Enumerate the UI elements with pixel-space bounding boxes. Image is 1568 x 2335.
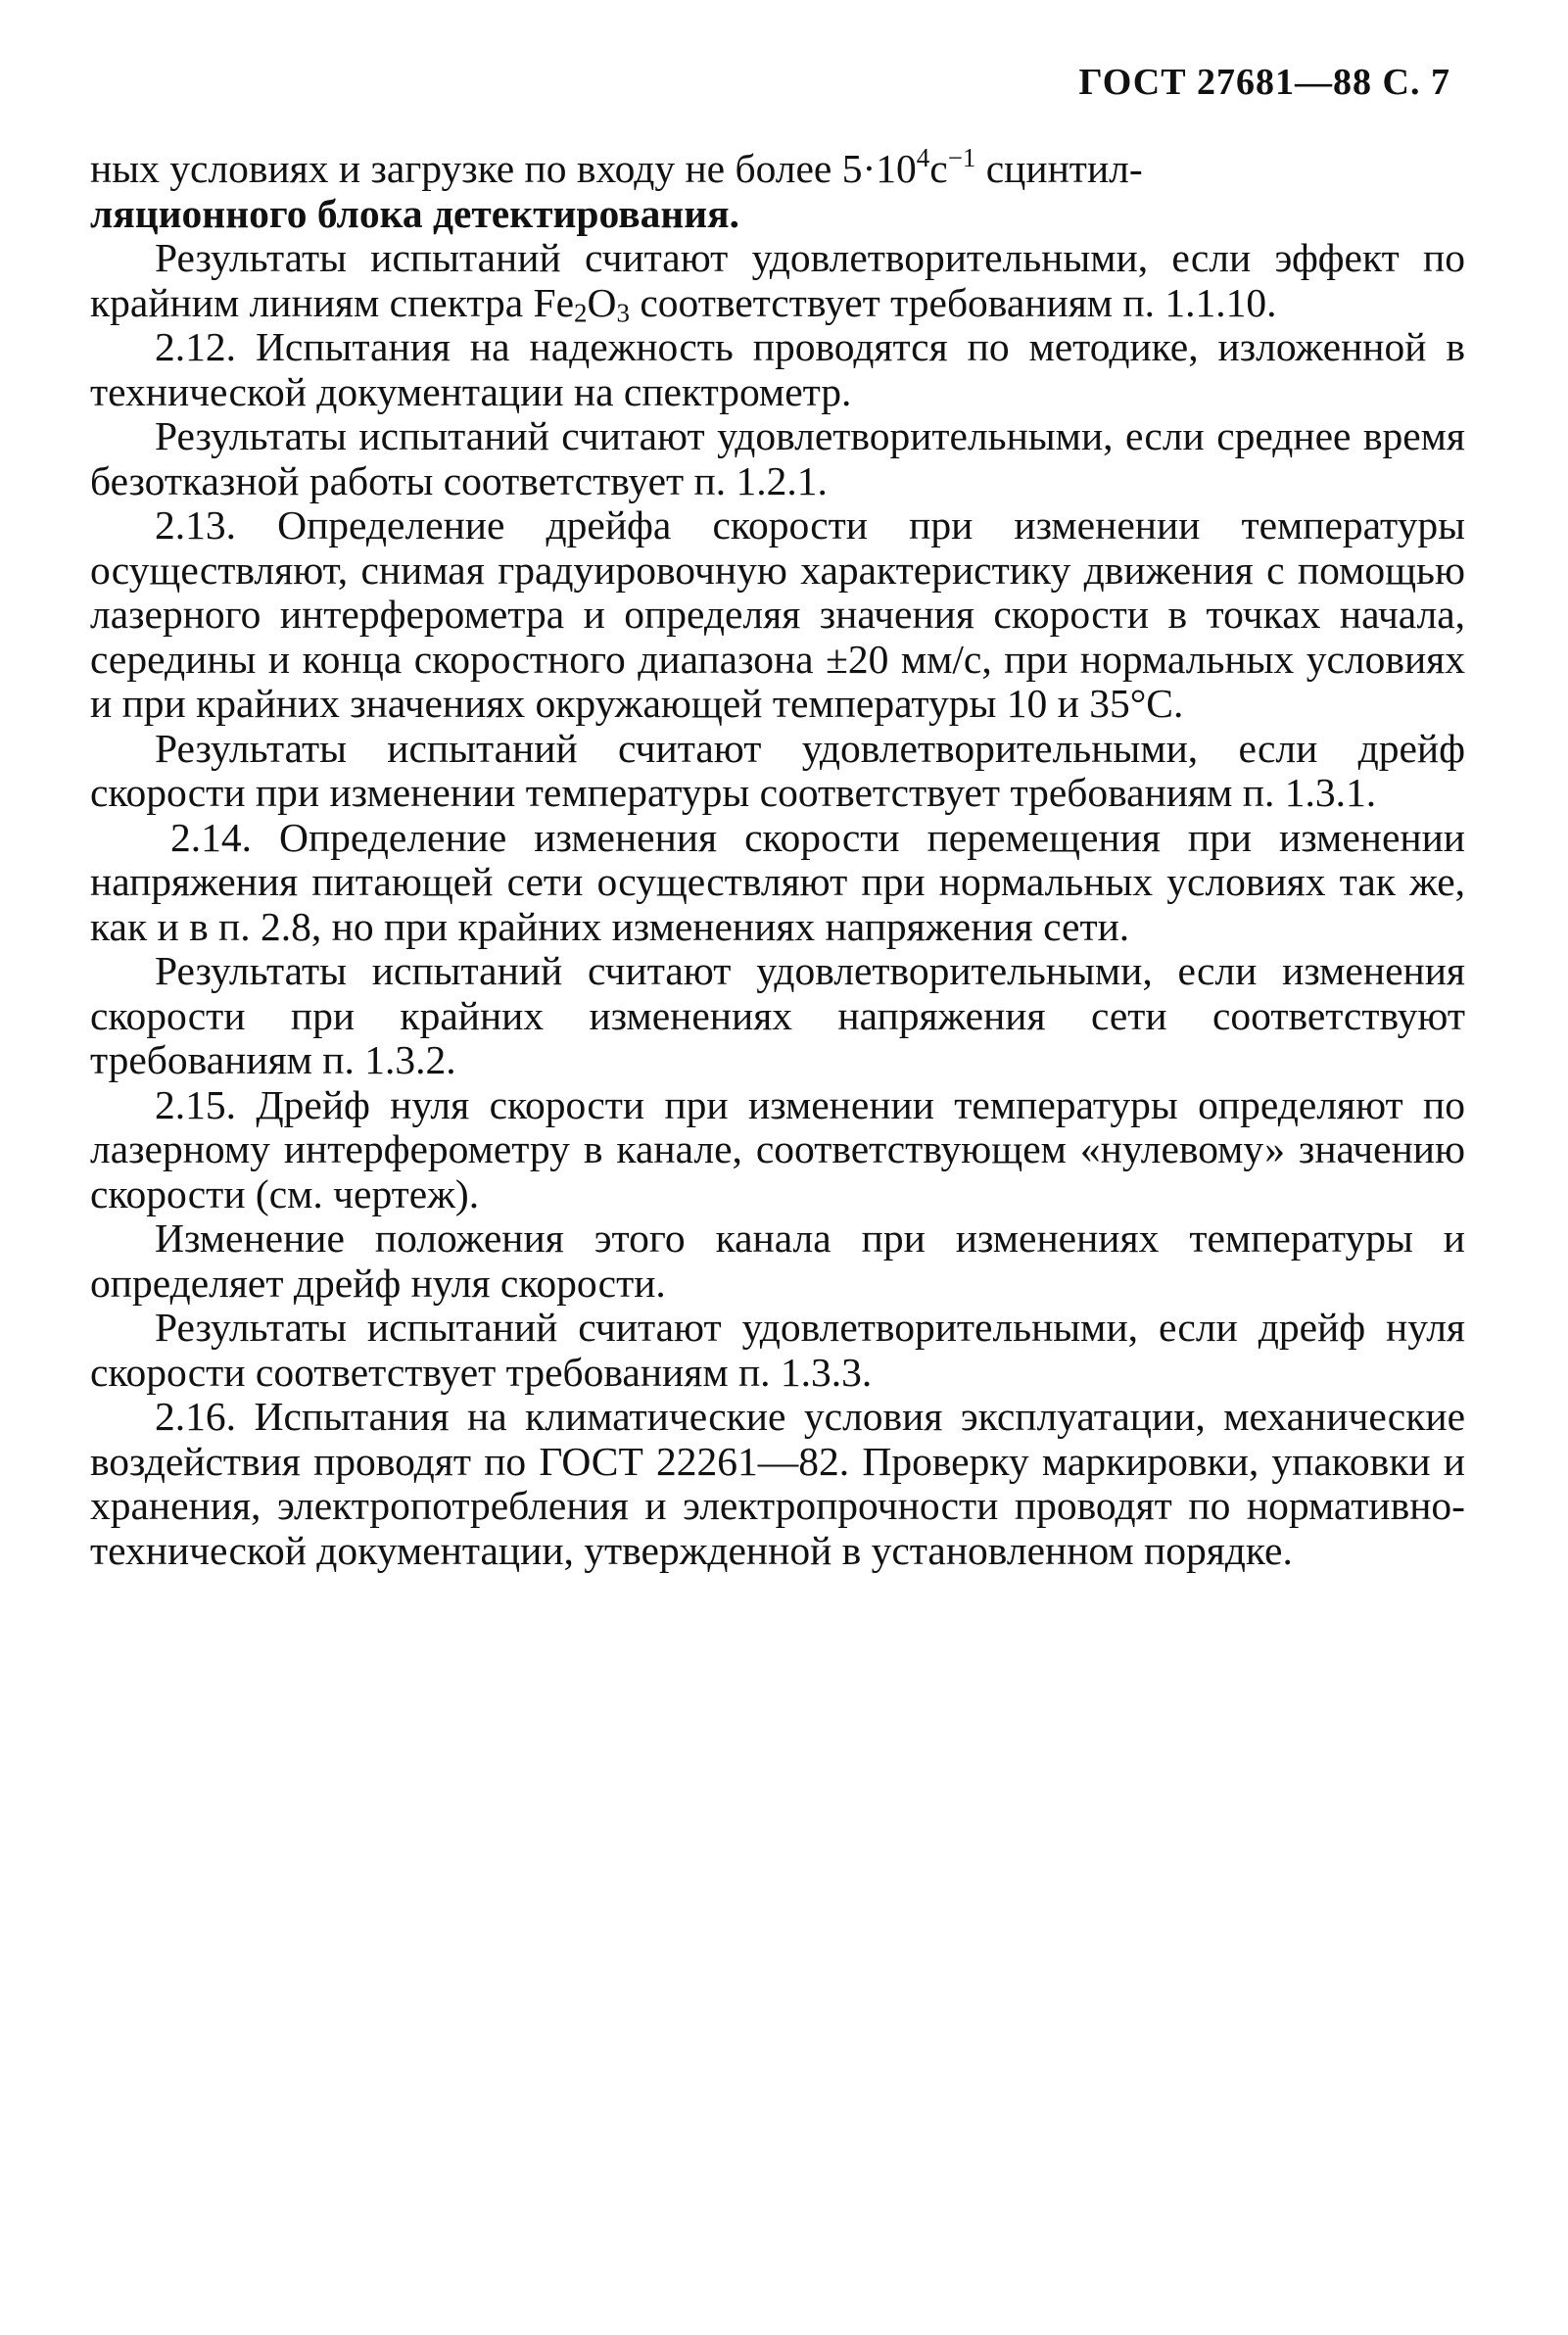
paragraph-2-13: 2.13. Определение дрейфа скорости при изменении температуры осуществляют, снимая градуировочную характеристику движения с помощью лазерного интерферометра и определяя значения скорости в точках начала, середины и конца скоростного диапазона ±20 мм/с, при нормальных условиях и при крайних значениях окружающей температуры 10 и 35°С. xyxy=(90,502,1465,726)
paragraph-2-14: 2.14. Определение изменения скорости перемещения при изменении напряжения питающей сети осуществляют при нормальных условиях так же, как и в п. 2.8, но при крайних изменениях напряжения сети. xyxy=(90,814,1465,949)
paragraph-results-reliability: Результаты испытаний считают удовлетворительными, если среднее время безотказной работы соответствует п. 1.2.1. xyxy=(90,413,1465,503)
paragraph-continuation xyxy=(90,142,1465,236)
chemical-formula: $Fe_2O_3$ xyxy=(533,279,630,327)
paragraph-2-15: 2.15. Дрейф нуля скорости при изменении температуры определяют по лазерному интерферометру в канале, соответствующем «нулевому» значению скорости (см. чертеж). xyxy=(90,1081,1465,1216)
paragraph-results-voltage: Результаты испытаний считают удовлетворительными, если изменения скорости при крайних изменениях напряжения сети соответствуют требованиям п. 1.3.2. xyxy=(90,948,1465,1082)
paragraph-results-spectrum: Результаты испытаний считают удовлетворительными, если эффект по крайним линиям спектра $Fe_2O_3$ соответствует требованиям п. 1.1.10. xyxy=(90,235,1465,327)
paragraph-text: сцинтил- xyxy=(975,146,1143,191)
document-body xyxy=(90,142,1465,1573)
paragraph-2-16: 2.16. Испытания на климатические условия эксплуатации, механические воздействия проводят по ГОСТ 22261—82. Проверку маркировки, упаковки и хранения, электропотребления и электропрочности проводят по нормативно-технической документации, утвержденной в установленном порядке. xyxy=(90,1394,1465,1573)
paragraph-text-bold: ляционного блока детектирования. xyxy=(90,190,740,236)
paragraph-2-12: 2.12. Испытания на надежность проводятся по методике, изложенной в технической документации на спектрометр. xyxy=(90,324,1465,414)
paragraph-results-zero-drift: Результаты испытаний считают удовлетворительными, если дрейф нуля скорости соответствует требованиям п. 1.3.3. xyxy=(90,1305,1465,1395)
paragraph-channel-position: Изменение положения этого канала при изменениях температуры и определяет дрейф нуля скорости. xyxy=(90,1215,1465,1306)
paragraph-results-temperature: Результаты испытаний считают удовлетворительными, если дрейф скорости при изменении температуры соответствует требованиям п. 1.3.1. xyxy=(90,725,1465,815)
rate-value: $5\cdot 10^4с^{-1}$ xyxy=(841,142,976,191)
paragraph-text: ных условиях и загрузке по входу не более xyxy=(90,146,842,191)
page-header: ГОСТ 27681—88 С. 7 xyxy=(1078,62,1450,103)
